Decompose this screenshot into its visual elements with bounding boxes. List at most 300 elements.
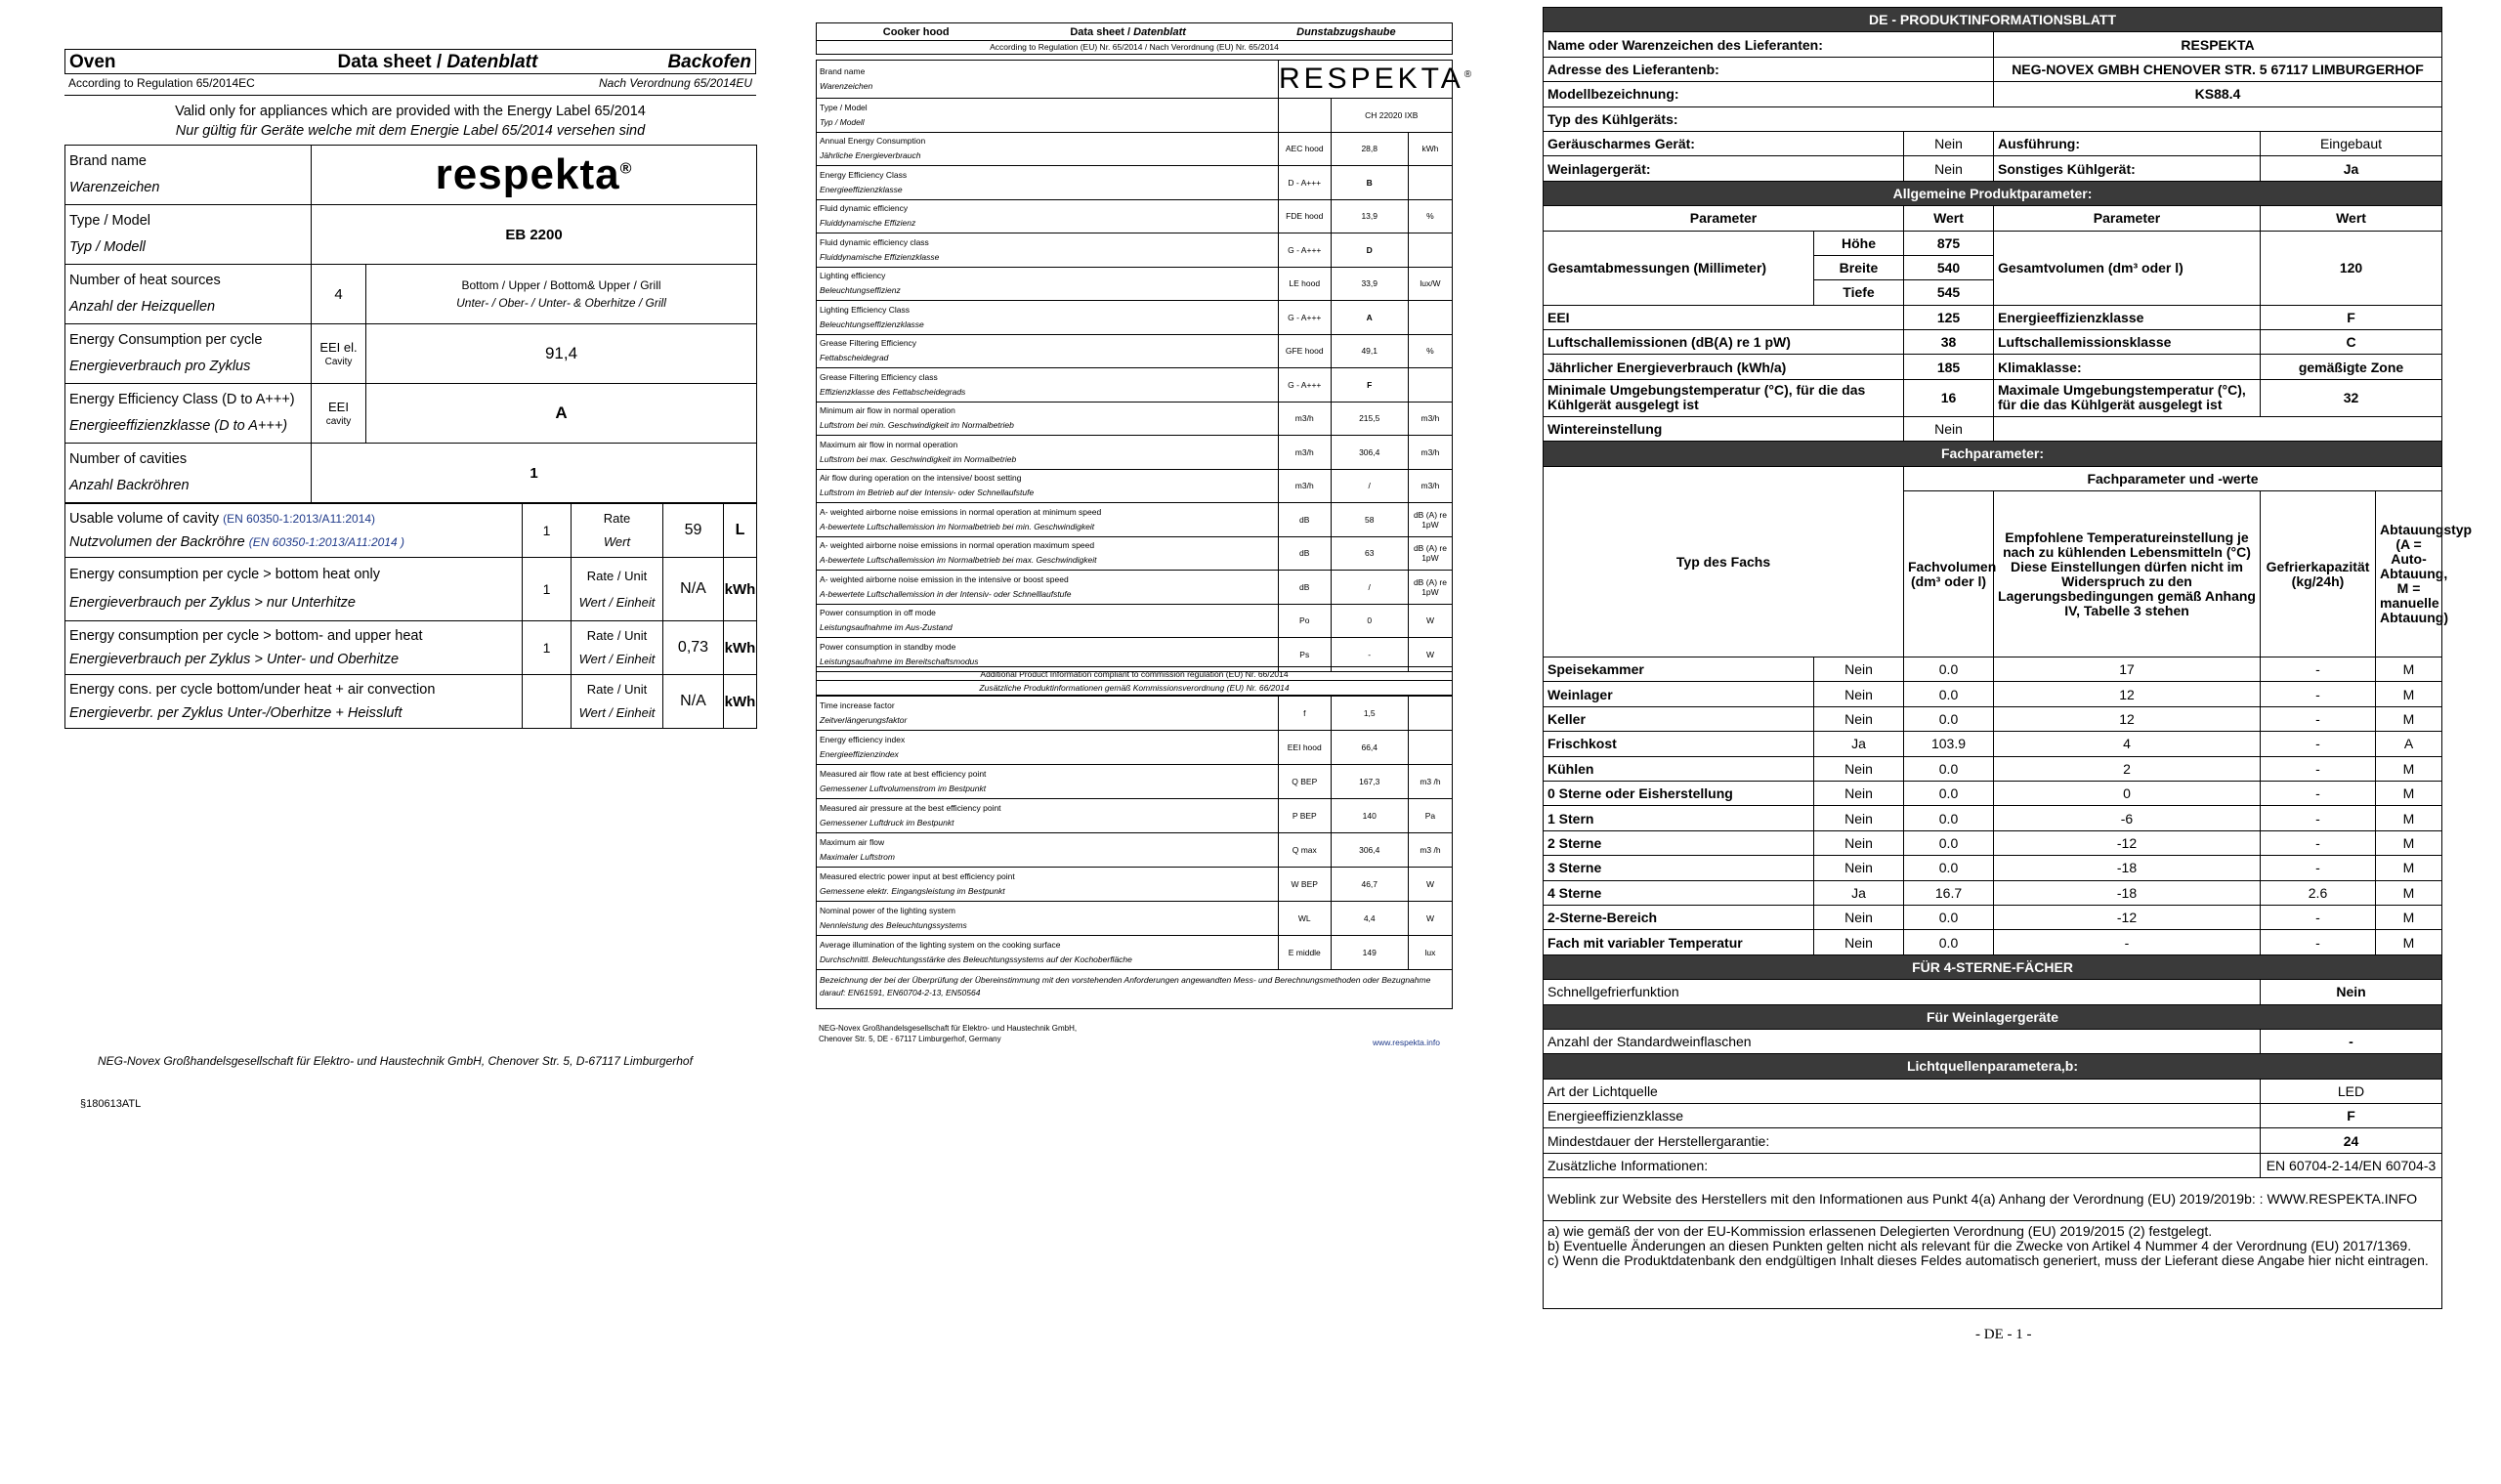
compartment-freeze-capacity: - [2261,930,2376,954]
fridge-noise-class-value: C [2261,330,2442,355]
hood-row-symbol: dB [1278,503,1331,537]
compartment-defrost-type: M [2376,830,2442,855]
oven-r2-rate-en: Rate / Unit [586,628,648,643]
hood-row [817,402,1453,436]
hood-add-row-label [817,936,1279,970]
hood-row-label-de: Beleuchtungseffizienz [820,285,901,296]
hood-brand-mark: ® [1463,69,1476,80]
oven-eff-en: Energy Efficiency Class (D to A+++) [69,392,295,407]
hood-datasheet [816,22,1476,672]
oven-cons-unit [312,324,366,384]
fridge-height-label: Höhe [1814,231,1904,255]
hood-row-unit: dB (A) re 1pW [1408,536,1452,571]
oven-vol-de-ref: (EN 60350-1:2013/A11:2014 ) [248,535,404,549]
fridge-design-label: Ausführung: [1994,131,2261,155]
compartment-defrost-type: M [2376,930,2442,954]
hood-add-row-unit [1408,731,1452,765]
page-number: - DE - 1 - [1975,1327,2032,1342]
hood-row-label-de: A-bewertete Luftschallemission in der Intensiv- oder Schnelllaufstufe [820,588,1072,599]
oven-cav-label [65,444,312,503]
compartment-temperature: 4 [1994,732,2261,756]
hood-row-unit: W [1408,604,1452,638]
compartment-present: Nein [1814,905,1904,929]
compartment-name: Keller [1544,706,1814,731]
fridge-winter-value: Nein [1904,416,1994,441]
hood-row-symbol: dB [1278,571,1331,605]
compartment-row [1544,706,2442,731]
hood-row-label-de: Leistungsaufnahme im Bereitschaftsmodus [820,656,979,666]
hood-row-label-en: Annual Energy Consumption [820,136,926,147]
oven-heat-desc-de: Unter- / Ober- / Unter- & Oberhitze / Grill [456,296,666,310]
hood-row-label-en: Maximum air flow in normal operation [820,439,958,449]
oven-r3-rate-de: Wert / Einheit [578,705,656,720]
hood-row-value: / [1331,469,1408,503]
compartment-row [1544,732,2442,756]
fridge-col-volume: Fachvolumen (dm³ oder l) [1904,491,1994,657]
hood-add-row-symbol: EEI hood [1278,731,1331,765]
hood-row-label-en: Power consumption in standby mode [820,641,956,652]
hood-row-label [817,334,1279,368]
compartment-temperature: -18 [1994,880,2261,905]
hood-add-row-label-en: Time increase factor [820,700,895,710]
oven-cav-en: Number of cavities [69,451,188,467]
oven-r3-n [523,675,572,729]
oven-cons-unit1: EEI el. [319,340,358,355]
compartment-freeze-capacity: - [2261,732,2376,756]
compartment-temperature: 2 [1994,756,2261,781]
hood-header-center-de: Datenblatt [1133,25,1186,38]
hood-row-value: 28,8 [1331,132,1408,166]
hood-row-unit [1408,368,1452,403]
oven-header [64,49,756,74]
compartment-present: Ja [1814,732,1904,756]
hood-row-value: 0 [1331,604,1408,638]
oven-row-vol [65,504,757,558]
hood-add-row-label [817,833,1279,868]
oven-header-center-en: Data sheet [337,52,432,72]
hood-header-sep: / [1123,25,1134,38]
fridge-noise-class-label: Luftschallemissionsklasse [1994,330,2261,355]
hood-row-value: 33,9 [1331,267,1408,301]
compartment-name: 3 Sterne [1544,856,1814,880]
hood-add-row [817,799,1453,833]
hood-add-row [817,731,1453,765]
hood-row [817,233,1453,268]
oven-cav-de: Anzahl Backröhren [69,478,190,493]
oven-valid-en: Valid only for appliances which are provided with the Energy Label 65/2014 [175,104,646,119]
fridge-general-header: Allgemeine Produktparameter: [1544,181,2442,205]
hood-row-label-en: Lighting Efficiency Class [820,304,910,315]
hood-address-2: Chenover Str. 5, DE - 67117 Limburgerhof, Germany [819,1035,1001,1043]
hood-add-title-en: Additional Product Information compliant to commission regulation (EU) Nr. 66/2014 [816,666,1453,681]
compartment-row [1544,682,2442,706]
hood-add-row-label-en: Measured electric power input at best efficiency point [820,871,1015,881]
oven-row-brand [65,146,757,205]
compartment-freeze-capacity: - [2261,856,2376,880]
oven-r1-en: Energy consumption per cycle > bottom heat only [69,567,380,582]
oven-brand-label [65,146,312,205]
hood-row-label [817,132,1279,166]
fridge-wert-col-1: Wert [1904,206,1994,231]
hood-add-row-label-de: Nennleistung des Beleuchtungssystems [820,920,967,930]
fridge-light-type-value: LED [2261,1079,2442,1103]
oven-header-left: Oven [69,52,116,72]
hood-row-symbol: Po [1278,604,1331,638]
hood-row-unit: dB (A) re 1pW [1408,571,1452,605]
fridge-other-label: Sonstiges Kühlgerät: [1994,156,2261,181]
fridge-fach-header: Fachparameter: [1544,442,2442,466]
hood-row [817,99,1453,133]
fridge-quick-value: Nein [2261,980,2442,1004]
oven-eff-de: Energieeffizienzklasse (D to A+++) [69,418,288,434]
hood-row-label [817,199,1279,233]
compartment-temperature: -12 [1994,905,2261,929]
hood-row-value: 13,9 [1331,199,1408,233]
hood-row-label-en: A- weighted airborne noise emissions in normal operation at minimum speed [820,506,1102,517]
hood-add-row-label-en: Energy efficiency index [820,735,906,744]
hood-row [817,267,1453,301]
hood-add-row [817,936,1453,970]
compartment-name: 0 Sterne oder Eisherstellung [1544,781,1814,805]
hood-row-symbol: FDE hood [1278,199,1331,233]
compartment-present: Nein [1814,856,1904,880]
hood-row-label-de: Leistungsaufnahme im Aus-Zustand [820,622,953,633]
fridge-annual-label: Jährlicher Energieverbrauch (kWh/a) [1544,355,1904,379]
compartment-present: Nein [1814,806,1904,830]
hood-row-label-en: A- weighted airborne noise emission in the intensive or boost speed [820,573,1069,584]
fridge-table [1543,7,2473,1309]
hood-add-row-label [817,731,1279,765]
hood-add-row-value: 4,4 [1331,902,1408,936]
fridge-datasheet [1543,7,2473,1309]
hood-row-value: 63 [1331,536,1408,571]
hood-row-label [817,436,1279,470]
hood-row-label [817,233,1279,268]
hood-row-symbol: GFE hood [1278,334,1331,368]
oven-row-r3 [65,675,757,729]
oven-brand-de: Warenzeichen [69,180,160,195]
hood-row-value: - [1331,638,1408,672]
oven-r3-label [65,675,523,729]
hood-row-brand [817,61,1453,99]
hood-row [817,536,1453,571]
compartment-present: Nein [1814,781,1904,805]
compartment-defrost-type: M [2376,856,2442,880]
fridge-annual-value: 185 [1904,355,1994,379]
fridge-design-value: Eingebaut [2261,131,2442,155]
hood-add-row [817,697,1453,731]
fridge-param-col-2: Parameter [1994,206,2261,231]
hood-add-row-label-de: Energieeffizienzindex [820,749,899,759]
hood-add-row-value: 66,4 [1331,731,1408,765]
compartment-name: 1 Stern [1544,806,1814,830]
fridge-light-class-value: F [2261,1104,2442,1128]
oven-brand-value: respekta [435,150,620,198]
hood-add-row-value: 306,4 [1331,833,1408,868]
hood-row [817,199,1453,233]
compartment-name: 4 Sterne [1544,880,1814,905]
hood-add-row [817,902,1453,936]
hood-add-row-label [817,799,1279,833]
oven-eff-unit [312,384,366,444]
compartment-temperature: -18 [1994,856,2261,880]
hood-add-row-label-de: Gemessene elektr. Eingangsleistung im Bestpunkt [820,886,1005,896]
oven-r3-value: N/A [663,675,724,729]
oven-vol-n: 1 [523,504,572,558]
hood-row-label [817,267,1279,301]
hood-add-row-symbol: Q max [1278,833,1331,868]
hood-row-label-en: Power consumption in off mode [820,608,936,618]
compartment-freeze-capacity: - [2261,806,2376,830]
hood-row-value: 306,4 [1331,436,1408,470]
hood-brand-en: Brand name [820,66,866,76]
oven-r3-rate [572,675,663,729]
fridge-quiet-label: Geräuscharmes Gerät: [1544,131,1904,155]
fridge-tmin-value: 16 [1904,379,1994,416]
fridge-col-temperature: Empfohlene Temperatureinstellung je nach zu kühlenden Lebensmitteln (°C) Diese Einstellungen dürfen nicht im Widerspruch zu den Lagerungsbedingungen gemäß Anhang IV, Tabelle 3 stehen [1994,491,2261,657]
oven-type-de: Typ / Modell [69,239,146,255]
hood-website-link[interactable]: www.respekta.info [1373,1038,1440,1047]
hood-add-row-unit: W [1408,868,1452,902]
hood-row [817,469,1453,503]
oven-r1-rate [572,558,663,621]
fridge-winter-label: Wintereinstellung [1544,416,1904,441]
compartment-temperature: - [1994,930,2261,954]
fridge-additional-label: Zusätzliche Informationen: [1544,1153,2261,1177]
hood-add-row-label-de: Gemessener Luftvolumenstrom im Bestpunkt [820,784,987,793]
hood-row-symbol: AEC hood [1278,132,1331,166]
oven-row-cav [65,444,757,503]
compartment-volume: 0.0 [1904,905,1994,929]
fridge-bottles-value: - [2261,1029,2442,1053]
hood-row-unit [1408,233,1452,268]
fridge-width-value: 540 [1904,255,1994,279]
oven-header-center-de: Datenblatt [446,52,538,72]
oven-r1-value: N/A [663,558,724,621]
oven-heat-en: Number of heat sources [69,273,221,288]
compartment-volume: 0.0 [1904,856,1994,880]
compartment-temperature: 12 [1994,706,2261,731]
oven-vol-en: Usable volume of cavity [69,511,220,527]
fridge-light-type-label: Art der Lichtquelle [1544,1079,2261,1103]
hood-add-row-value: 140 [1331,799,1408,833]
oven-vol-rate [572,504,663,558]
compartment-defrost-type: A [2376,732,2442,756]
hood-add-row-unit: m3 /h [1408,833,1452,868]
oven-r2-de: Energieverbrauch per Zyklus > Unter- und Oberhitze [69,652,400,667]
fridge-quiet-value: Nein [1904,131,1994,155]
fridge-bottles-label: Anzahl der Standardweinflaschen [1544,1029,2261,1053]
oven-eff-unit2: cavity [325,416,352,427]
fridge-volume-label: Gesamtvolumen (dm³ oder l) [1994,231,2261,305]
hood-add-row [817,868,1453,902]
compartment-temperature: -12 [1994,830,2261,855]
hood-row [817,368,1453,403]
compartment-freeze-capacity: - [2261,830,2376,855]
hood-add-row-unit [1408,697,1452,731]
hood-row [817,604,1453,638]
hood-row-value: F [1331,368,1408,403]
oven-footer: NEG-Novex Großhandelsgesellschaft für Elektro- und Haustechnik GmbH, Chenover Str. 5, D-67117 Limburgerhof [98,1054,693,1068]
hood-row-unit: W [1408,638,1452,672]
oven-eff-value: A [366,384,757,444]
hood-row-label-en: Fluid dynamic efficiency [820,203,909,214]
compartment-row [1544,930,2442,954]
hood-row-symbol: m3/h [1278,469,1331,503]
oven-row-r1 [65,558,757,621]
fridge-eei-label: EEI [1544,305,1904,329]
oven-heat-de: Anzahl der Heizquellen [69,299,216,315]
compartment-freeze-capacity: - [2261,756,2376,781]
oven-type-label [65,205,312,265]
hood-row-label-de: Typ / Modell [820,116,865,127]
compartment-row [1544,880,2442,905]
hood-row-label-de: Energieeffizienzklasse [820,184,903,194]
hood-row-symbol: LE hood [1278,267,1331,301]
compartment-name: Speisekammer [1544,657,1814,682]
compartment-defrost-type: M [2376,880,2442,905]
hood-add-row-label-de: Maximaler Luftstrom [820,852,895,862]
hood-row-label-de: A-bewertete Luftschallemission im Normalbetrieb bei max. Geschwindigkeit [820,555,1097,566]
oven-r1-label [65,558,523,621]
compartment-defrost-type: M [2376,905,2442,929]
oven-brand-logo [312,146,757,205]
compartment-name: Weinlager [1544,682,1814,706]
hood-add-row-symbol: f [1278,697,1331,731]
hood-row-unit: dB (A) re 1pW [1408,503,1452,537]
oven-r1-n: 1 [523,558,572,621]
hood-row-symbol [1278,99,1331,133]
compartment-volume: 0.0 [1904,806,1994,830]
hood-header [816,22,1453,41]
hood-row-label-de: Fluiddynamische Effizienzklasse [820,251,940,262]
fridge-noise-value: 38 [1904,330,1994,355]
oven-vol-rate-de: Wert [603,534,631,549]
compartment-volume: 103.9 [1904,732,1994,756]
hood-add-row-symbol: Q BEP [1278,765,1331,799]
hood-row [817,334,1453,368]
oven-header-right: Backofen [667,52,751,72]
hood-row-value: B [1331,166,1408,200]
compartment-volume: 0.0 [1904,830,1994,855]
fridge-type-label: Typ des Kühlgeräts: [1544,106,2442,131]
fridge-weblink: Weblink zur Website des Herstellers mit den Informationen aus Punkt 4(a) Anhang der Verordnung (EU) 2019/2019b: : WWW.RESPEKTA.INFO [1544,1178,2442,1221]
fridge-model-value: KS88.4 [1994,82,2442,106]
compartment-temperature: 0 [1994,781,2261,805]
compartment-row [1544,905,2442,929]
compartment-name: Frischkost [1544,732,1814,756]
fridge-eei-value: 125 [1904,305,1994,329]
oven-cons-unit2: Cavity [324,357,353,367]
compartment-name: Kühlen [1544,756,1814,781]
hood-row-label [817,571,1279,605]
hood-row-label-de: Beleuchtungseffizienzklasse [820,318,924,329]
compartment-present: Nein [1814,682,1904,706]
oven-cons-en: Energy Consumption per cycle [69,332,263,348]
hood-row-unit [1408,301,1452,335]
hood-brand-logo [1278,61,1476,99]
fridge-col-defrost: Abtauungstyp (A = Auto-Abtauung, M = manuelle Abtauung) [2376,491,2442,657]
compartment-freeze-capacity: - [2261,706,2376,731]
hood-row [817,301,1453,335]
compartment-present: Nein [1814,706,1904,731]
fridge-footnote-b: b) Eventuelle Änderungen an diesen Punkten gelten nicht als relevant für die Zwecke von Artikel 4 Nummer 4 der Verordnung (EU) 2017/1369. [1547,1238,2412,1254]
oven-vol-value: 59 [663,504,724,558]
hood-row-label [817,604,1279,638]
oven-valid-de: Nur gültig für Geräte welche mit dem Energie Label 65/2014 versehen sind [175,123,646,139]
fridge-warranty-label: Mindestdauer der Herstellergarantie: [1544,1128,2261,1153]
hood-table [816,60,1476,672]
compartment-present: Nein [1814,930,1904,954]
oven-row-cons [65,324,757,384]
hood-subheader: According to Regulation (EU) Nr. 65/2014 / Nach Verordnung (EU) Nr. 65/2014 [816,41,1453,55]
fridge-four-star-header: FÜR 4-STERNE-FÄCHER [1544,954,2442,979]
hood-row-unit: lux/W [1408,267,1452,301]
hood-add-row-label-en: Measured air flow rate at best efficiency point [820,769,987,779]
oven-cons-value: 91,4 [366,324,757,384]
hood-row-label [817,166,1279,200]
hood-add-table [816,696,1453,970]
fridge-tmax-value: 32 [2261,379,2442,416]
hood-row-symbol: G - A+++ [1278,233,1331,268]
hood-add-row-symbol: W BEP [1278,868,1331,902]
oven-vol-rate-en: Rate [603,511,631,526]
hood-add-row-unit: W [1408,902,1452,936]
hood-row [817,166,1453,200]
compartment-freeze-capacity: - [2261,682,2376,706]
compartment-volume: 0.0 [1904,930,1994,954]
compartment-present: Nein [1814,657,1904,682]
hood-row-label-en: Fluid dynamic efficiency class [820,236,929,247]
fridge-eec-value: F [2261,305,2442,329]
hood-add-row-label [817,868,1279,902]
oven-subheader [64,74,756,96]
oven-cons-de: Energieverbrauch pro Zyklus [69,359,251,374]
fridge-supplier-value: RESPEKTA [1994,32,2442,57]
hood-address-1: NEG-Novex Großhandelsgesellschaft für Elektro- und Haustechnik GmbH, [819,1024,1078,1033]
fridge-height-value: 875 [1904,231,1994,255]
compartment-row [1544,856,2442,880]
hood-row-label-en: A- weighted airborne noise emissions in normal operation maximum speed [820,540,1095,551]
fridge-light-header: Lichtquellenparametera,b: [1544,1054,2442,1079]
compartment-defrost-type: M [2376,657,2442,682]
compartment-temperature: 17 [1994,657,2261,682]
oven-header-sep: / [431,52,447,72]
hood-add-row-label-en: Maximum air flow [820,837,885,847]
hood-add-row-unit: lux [1408,936,1452,970]
oven-type-value: EB 2200 [312,205,757,265]
hood-add-note: Bezeichnung der bei der Überprüfung der Übereinstimmung mit den vorstehenden Anforderungen angewandten Mess- und Berechnungsmethoden oder Bezugnahme darauf: EN61591, EN60704-2-13, EN50564 [816,970,1453,1009]
fridge-footnotes [1544,1221,2442,1309]
fridge-climate-label: Klimaklasse: [1994,355,2261,379]
fridge-wine-value: Nein [1904,156,1994,181]
hood-row-label-en: Air flow during operation on the intensive/ boost setting [820,473,1022,484]
oven-type-en: Type / Model [69,213,151,229]
oven-vol-en-ref: (EN 60350-1:2013/A11:2014) [223,512,376,526]
compartment-volume: 0.0 [1904,781,1994,805]
hood-row-unit: m3/h [1408,402,1452,436]
fridge-climate-value: gemäßigte Zone [2261,355,2442,379]
fridge-wert-col-2: Wert [2261,206,2442,231]
fridge-col-freeze: Gefrierkapazität (kg/24h) [2261,491,2376,657]
compartment-defrost-type: M [2376,781,2442,805]
hood-row-unit [1408,166,1452,200]
hood-row-symbol: G - A+++ [1278,301,1331,335]
hood-row-value: A [1331,301,1408,335]
hood-row-label-en: Minimum air flow in normal operation [820,405,955,416]
hood-add-row-value: 149 [1331,936,1408,970]
oven-heat-value: 4 [312,265,366,324]
